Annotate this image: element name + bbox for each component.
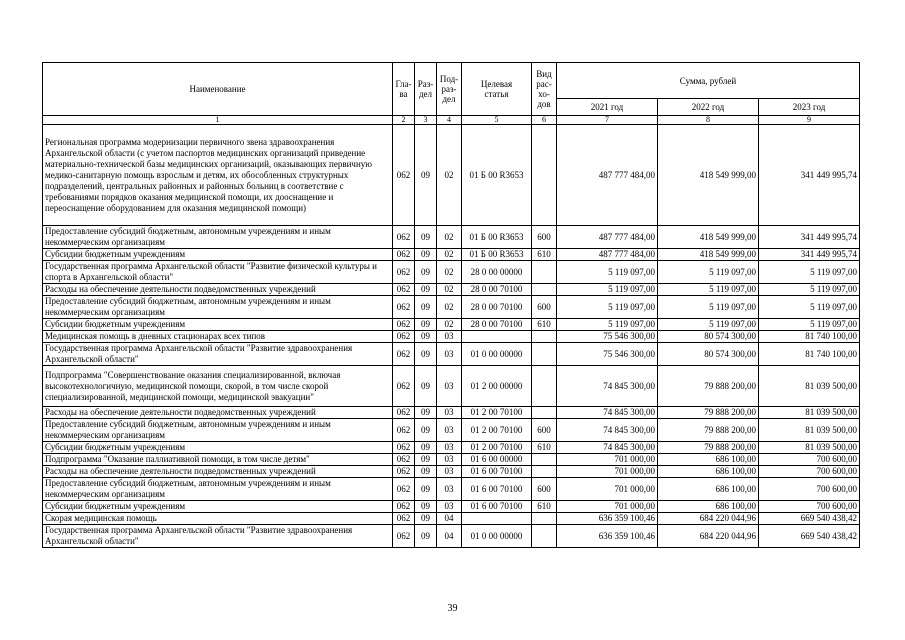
row-subsection: 02	[437, 296, 462, 319]
header-year: 2021 год	[557, 99, 658, 116]
row-sum-2021: 701 000,00	[557, 454, 658, 466]
row-sum-2023: 81 039 500,00	[759, 442, 860, 454]
row-sum-2022: 418 549 999,00	[658, 249, 759, 261]
row-target: 01 2 00 70100	[462, 407, 532, 419]
table-row	[43, 125, 860, 226]
row-target: 01 0 00 00000	[462, 343, 532, 366]
row-chapter: 062	[393, 331, 415, 343]
row-sum-2022: 684 220 044,96	[658, 525, 759, 548]
row-sum-2021: 701 000,00	[557, 501, 658, 513]
table-row	[43, 442, 860, 454]
column-number: 6	[532, 116, 557, 125]
row-sum-2023: 5 119 097,00	[759, 261, 860, 284]
row-sum-2022: 684 220 044,96	[658, 513, 759, 525]
row-subsection: 02	[437, 226, 462, 249]
row-section: 09	[415, 366, 437, 407]
row-sum-2021: 487 777 484,00	[557, 226, 658, 249]
row-name: Субсидии бюджетным учреждениям	[43, 442, 393, 454]
table-row	[43, 454, 860, 466]
row-subsection: 02	[437, 261, 462, 284]
row-sum-2022: 5 119 097,00	[658, 319, 759, 331]
row-sum-2023: 5 119 097,00	[759, 296, 860, 319]
row-chapter: 062	[393, 478, 415, 501]
row-subsection: 04	[437, 513, 462, 525]
row-chapter: 062	[393, 284, 415, 296]
row-sum-2023: 5 119 097,00	[759, 284, 860, 296]
row-name: Региональная программа модернизации первичного звена здравоохранения Архангельской области (с учетом паспортов медицинских организаций приведение материально-технической базы медицинских организаций, оказывающих первичную медико-санитарную помощь взрослым и детям, их обособленных структурных подразделений, центральных районных и районных больниц в соответствие с требованиями порядков оказания медицинской помощи, их дооснащение и переоснащение оборудованием для оказания медицинской помощи)	[43, 125, 393, 226]
row-section: 09	[415, 331, 437, 343]
table-row	[43, 296, 860, 319]
row-sum-2023: 669 540 438,42	[759, 513, 860, 525]
row-sum-2022: 5 119 097,00	[658, 296, 759, 319]
row-section: 09	[415, 513, 437, 525]
row-expense-type	[532, 261, 557, 284]
row-target: 01 Б 00 R3653	[462, 249, 532, 261]
row-sum-2023: 341 449 995,74	[759, 125, 860, 226]
row-sum-2023: 700 600,00	[759, 478, 860, 501]
row-chapter: 062	[393, 466, 415, 478]
row-subsection: 03	[437, 343, 462, 366]
row-name: Расходы на обеспечение деятельности подведомственных учреждений	[43, 407, 393, 419]
row-target: 01 Б 00 R3653	[462, 125, 532, 226]
row-sum-2021: 74 845 300,00	[557, 366, 658, 407]
column-number: 3	[415, 116, 437, 125]
column-number: 1	[43, 116, 393, 125]
row-subsection: 02	[437, 249, 462, 261]
table-row	[43, 366, 860, 407]
table-row	[43, 343, 860, 366]
table-row	[43, 249, 860, 261]
row-name: Государственная программа Архангельской области "Развитие здравоохранения Архангельской области"	[43, 525, 393, 548]
row-expense-type	[532, 525, 557, 548]
header-chapter: Гла- ва	[393, 63, 415, 116]
row-expense-type	[532, 466, 557, 478]
column-number: 7	[557, 116, 658, 125]
row-target: 01 6 00 70100	[462, 466, 532, 478]
header-name: Наименование	[43, 63, 393, 116]
row-subsection: 03	[437, 442, 462, 454]
row-sum-2021: 74 845 300,00	[557, 442, 658, 454]
row-target: 01 6 00 70100	[462, 501, 532, 513]
row-sum-2022: 80 574 300,00	[658, 343, 759, 366]
table-row	[43, 331, 860, 343]
row-sum-2022: 686 100,00	[658, 478, 759, 501]
row-chapter: 062	[393, 366, 415, 407]
row-expense-type	[532, 407, 557, 419]
column-number: 2	[393, 116, 415, 125]
row-name: Государственная программа Архангельской области "Развитие здравоохранения Архангельской области"	[43, 343, 393, 366]
row-chapter: 062	[393, 261, 415, 284]
row-target: 01 2 00 70100	[462, 442, 532, 454]
column-number-row	[43, 116, 860, 125]
row-sum-2023: 81 740 100,00	[759, 331, 860, 343]
row-sum-2023: 81 740 100,00	[759, 343, 860, 366]
row-name: Субсидии бюджетным учреждениям	[43, 249, 393, 261]
row-sum-2021: 701 000,00	[557, 466, 658, 478]
row-name: Предоставление субсидий бюджетным, автономным учреждениям и иным некоммерческим организациям	[43, 296, 393, 319]
row-target	[462, 513, 532, 525]
row-expense-type: 610	[532, 249, 557, 261]
row-subsection: 03	[437, 366, 462, 407]
row-target: 28 0 00 70100	[462, 296, 532, 319]
row-subsection: 03	[437, 501, 462, 513]
row-subsection: 03	[437, 407, 462, 419]
row-subsection: 04	[437, 525, 462, 548]
table-row	[43, 284, 860, 296]
row-chapter: 062	[393, 343, 415, 366]
row-chapter: 062	[393, 442, 415, 454]
row-section: 09	[415, 319, 437, 331]
row-name: Подпрограмма "Оказание паллиативной помощи, в том числе детям"	[43, 454, 393, 466]
row-target: 28 0 00 70100	[462, 319, 532, 331]
column-number: 9	[759, 116, 860, 125]
row-expense-type	[532, 513, 557, 525]
row-subsection: 03	[437, 454, 462, 466]
row-chapter: 062	[393, 319, 415, 331]
header-expense-type: Вид рас- хо- дов	[532, 63, 557, 116]
row-chapter: 062	[393, 419, 415, 442]
row-sum-2021: 5 119 097,00	[557, 319, 658, 331]
row-target: 01 Б 00 R3653	[462, 226, 532, 249]
row-chapter: 062	[393, 407, 415, 419]
table-row	[43, 466, 860, 478]
row-sum-2022: 686 100,00	[658, 501, 759, 513]
row-name: Субсидии бюджетным учреждениям	[43, 319, 393, 331]
table-row	[43, 501, 860, 513]
table-row	[43, 513, 860, 525]
row-chapter: 062	[393, 296, 415, 319]
header-year: 2022 год	[658, 99, 759, 116]
row-expense-type	[532, 284, 557, 296]
row-section: 09	[415, 525, 437, 548]
page-number: 39	[447, 603, 458, 614]
row-section: 09	[415, 343, 437, 366]
column-number: 8	[658, 116, 759, 125]
table-row	[43, 419, 860, 442]
row-sum-2022: 5 119 097,00	[658, 261, 759, 284]
row-target: 01 0 00 00000	[462, 525, 532, 548]
row-section: 09	[415, 407, 437, 419]
header-sum: Сумма, рублей	[557, 63, 860, 99]
row-sum-2022: 79 888 200,00	[658, 366, 759, 407]
row-section: 09	[415, 419, 437, 442]
row-sum-2022: 79 888 200,00	[658, 407, 759, 419]
row-sum-2021: 636 359 100,46	[557, 513, 658, 525]
row-sum-2021: 5 119 097,00	[557, 296, 658, 319]
budget-table	[42, 62, 860, 548]
row-sum-2023: 700 600,00	[759, 466, 860, 478]
row-name: Субсидии бюджетным учреждениям	[43, 501, 393, 513]
table-row	[43, 407, 860, 419]
row-sum-2021: 701 000,00	[557, 478, 658, 501]
row-section: 09	[415, 125, 437, 226]
row-subsection: 03	[437, 419, 462, 442]
row-sum-2023: 81 039 500,00	[759, 366, 860, 407]
row-section: 09	[415, 226, 437, 249]
row-expense-type: 600	[532, 226, 557, 249]
row-sum-2021: 5 119 097,00	[557, 284, 658, 296]
row-target: 01 2 00 70100	[462, 419, 532, 442]
row-subsection: 03	[437, 466, 462, 478]
row-expense-type: 610	[532, 501, 557, 513]
row-sum-2021: 636 359 100,46	[557, 525, 658, 548]
row-section: 09	[415, 466, 437, 478]
row-section: 09	[415, 284, 437, 296]
header-year: 2023 год	[759, 99, 860, 116]
header-section: Раз- дел	[415, 63, 437, 116]
row-sum-2023: 81 039 500,00	[759, 407, 860, 419]
row-section: 09	[415, 261, 437, 284]
row-expense-type: 600	[532, 296, 557, 319]
row-section: 09	[415, 478, 437, 501]
row-sum-2021: 75 546 300,00	[557, 331, 658, 343]
row-sum-2022: 5 119 097,00	[658, 284, 759, 296]
row-expense-type: 600	[532, 419, 557, 442]
row-sum-2023: 669 540 438,42	[759, 525, 860, 548]
row-chapter: 062	[393, 501, 415, 513]
row-section: 09	[415, 454, 437, 466]
column-number: 4	[437, 116, 462, 125]
row-chapter: 062	[393, 513, 415, 525]
row-sum-2021: 5 119 097,00	[557, 261, 658, 284]
row-name: Расходы на обеспечение деятельности подведомственных учреждений	[43, 284, 393, 296]
row-sum-2023: 700 600,00	[759, 454, 860, 466]
row-sum-2023: 81 039 500,00	[759, 419, 860, 442]
row-sum-2022: 686 100,00	[658, 466, 759, 478]
row-expense-type: 610	[532, 319, 557, 331]
row-section: 09	[415, 296, 437, 319]
row-expense-type: 610	[532, 442, 557, 454]
row-name: Государственная программа Архангельской области "Развитие физической культуры и спорта в Архангельской области"	[43, 261, 393, 284]
row-subsection: 03	[437, 331, 462, 343]
row-chapter: 062	[393, 249, 415, 261]
row-expense-type	[532, 125, 557, 226]
table-row	[43, 319, 860, 331]
row-name: Подпрограмма "Совершенствование оказания специализированной, включая высокотехнологичную, медицинской помощи, скорой, в том числе скорой специализированной, медицинской помощи, медицинской эвакуации"	[43, 366, 393, 407]
row-sum-2022: 80 574 300,00	[658, 331, 759, 343]
row-name: Предоставление субсидий бюджетным, автономным учреждениям и иным некоммерческим организациям	[43, 419, 393, 442]
row-sum-2022: 686 100,00	[658, 454, 759, 466]
row-target: 28 0 00 00000	[462, 261, 532, 284]
row-subsection: 02	[437, 284, 462, 296]
row-sum-2023: 700 600,00	[759, 501, 860, 513]
row-expense-type	[532, 366, 557, 407]
row-sum-2021: 75 546 300,00	[557, 343, 658, 366]
table-body	[43, 125, 860, 548]
row-name: Расходы на обеспечение деятельности подведомственных учреждений	[43, 466, 393, 478]
table-row	[43, 261, 860, 284]
row-target: 01 6 00 00000	[462, 454, 532, 466]
row-chapter: 062	[393, 454, 415, 466]
row-target: 01 6 00 70100	[462, 478, 532, 501]
row-chapter: 062	[393, 125, 415, 226]
row-chapter: 062	[393, 226, 415, 249]
row-name: Предоставление субсидий бюджетным, автономным учреждениям и иным некоммерческим организациям	[43, 226, 393, 249]
row-expense-type	[532, 343, 557, 366]
table-row	[43, 226, 860, 249]
row-target: 28 0 00 70100	[462, 284, 532, 296]
row-sum-2023: 341 449 995,74	[759, 226, 860, 249]
row-name: Скорая медицинская помощь	[43, 513, 393, 525]
row-target: 01 2 00 00000	[462, 366, 532, 407]
column-number: 5	[462, 116, 532, 125]
row-name: Предоставление субсидий бюджетным, автономным учреждениям и иным некоммерческим организациям	[43, 478, 393, 501]
row-sum-2022: 418 549 999,00	[658, 226, 759, 249]
row-expense-type	[532, 331, 557, 343]
header-subsection: Под- раз- дел	[437, 63, 462, 116]
row-section: 09	[415, 501, 437, 513]
table-row	[43, 525, 860, 548]
row-sum-2022: 79 888 200,00	[658, 442, 759, 454]
row-sum-2022: 79 888 200,00	[658, 419, 759, 442]
row-sum-2021: 487 777 484,00	[557, 125, 658, 226]
row-target	[462, 331, 532, 343]
row-sum-2023: 341 449 995,74	[759, 249, 860, 261]
row-sum-2022: 418 549 999,00	[658, 125, 759, 226]
row-section: 09	[415, 442, 437, 454]
row-chapter: 062	[393, 525, 415, 548]
row-subsection: 02	[437, 319, 462, 331]
row-name: Медицинская помощь в дневных стационарах всех типов	[43, 331, 393, 343]
row-subsection: 02	[437, 125, 462, 226]
row-expense-type: 600	[532, 478, 557, 501]
row-sum-2023: 5 119 097,00	[759, 319, 860, 331]
table-row	[43, 478, 860, 501]
row-sum-2021: 74 845 300,00	[557, 407, 658, 419]
row-subsection: 03	[437, 478, 462, 501]
row-section: 09	[415, 249, 437, 261]
row-expense-type	[532, 454, 557, 466]
row-sum-2021: 487 777 484,00	[557, 249, 658, 261]
row-sum-2021: 74 845 300,00	[557, 419, 658, 442]
header-target: Целевая статья	[462, 63, 532, 116]
